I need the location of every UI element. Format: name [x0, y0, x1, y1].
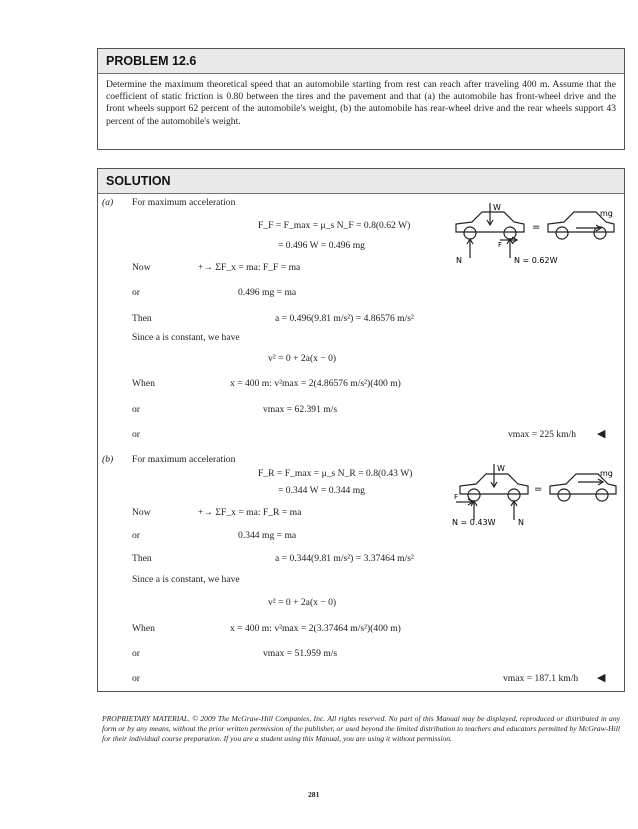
page-number: 281 — [308, 790, 320, 799]
front-wheel-b — [508, 489, 520, 501]
part-a-kinematics: v² = 0 + 2a(x − 0) — [268, 353, 337, 364]
part-b-when-label: When — [132, 623, 155, 634]
solution-title: SOLUTION — [106, 174, 171, 188]
part-a-answer: vmax = 225 km/h — [508, 429, 577, 440]
copyright-notice: PROPRIETARY MATERIAL. © 2009 The McGraw-Hill Companies, Inc. All rights reserved. No part of this Manual may be displayed, reproduced or distributed in any form or by any means, without the prior written permission of the publisher, or used beyond the limited distribution to teachers and educators permitted by McGraw-Hill for their individual course preparation. If you are a student using this Manual, you are using it without permission. — [102, 714, 620, 743]
part-a-since: Since a is constant, we have — [132, 332, 240, 343]
part-a-eq1: F_F = F_max = μ_s N_F = 0.8(0.62 W) — [258, 220, 411, 231]
part-b-since: Since a is constant, we have — [132, 574, 240, 585]
part-a-now-label: Now — [132, 262, 151, 273]
part-b-kinematics: v² = 0 + 2a(x − 0) — [268, 597, 337, 608]
rear-wheel-a — [464, 227, 476, 239]
fbd-a-nr-label: N — [456, 256, 462, 265]
part-a-label: (a) — [102, 197, 114, 208]
problem-header-bar — [98, 49, 624, 74]
fbd-b-nr-label: N = 0.43W — [452, 518, 496, 527]
part-a-then-label: Then — [132, 313, 152, 324]
part-a-when-eq: x = 400 m: v²max = 2(4.86576 m/s²)(400 m) — [230, 378, 401, 389]
problem-box — [97, 48, 625, 150]
part-a-or2-eq: vmax = 62.391 m/s — [263, 404, 338, 415]
fbd-b-equals: = — [534, 484, 543, 495]
fbd-a-nf-label: N = 0.62W — [514, 256, 558, 265]
part-b-then-eq: a = 0.344(9.81 m/s²) = 3.37464 m/s² — [275, 553, 414, 564]
part-b-answer: vmax = 187.1 km/h — [503, 673, 579, 684]
part-b-or1-eq: 0.344 mg = ma — [238, 530, 297, 541]
answer-marker-icon: ◀ — [597, 427, 606, 440]
part-a-then-eq: a = 0.496(9.81 m/s²) = 4.86576 m/s² — [275, 313, 414, 324]
part-b-or2: or — [132, 648, 140, 659]
fbd-b-w-label: W — [497, 464, 505, 473]
fbd-a-mg-label: mg — [600, 209, 613, 218]
free-body-diagram-a — [448, 200, 618, 266]
fbd-b-f-label: F — [454, 493, 459, 501]
fbd-a-f-label: F — [498, 241, 503, 249]
part-a-intro: For maximum acceleration — [132, 197, 236, 208]
free-body-diagram-b — [452, 462, 618, 528]
part-b-label: (b) — [102, 454, 114, 465]
part-a-eq2: = 0.496 W = 0.496 mg — [278, 240, 365, 251]
part-b-now-label: Now — [132, 507, 151, 518]
part-b-then-label: Then — [132, 553, 152, 564]
part-b-or3: or — [132, 673, 140, 684]
problem-title: PROBLEM 12.6 — [106, 54, 197, 68]
part-a-or1: or — [132, 287, 140, 298]
problem-statement: Determine the maximum theoretical speed that an automobile starting from rest can reach after traveling 400 m. Assume that the coefficient of static friction is 0.80 between the tires and the pavement and that (a) the automobile has front-wheel drive and the front wheels support 62 percent of the automobile's weight, (b) the automobile has rear-wheel drive and the rear wheels support 43 percent of the automobile's weight. — [106, 79, 616, 127]
part-b-intro: For maximum acceleration — [132, 454, 236, 465]
solution-header-bar — [98, 169, 624, 194]
part-b-or1: or — [132, 530, 140, 541]
fbd-a-equals: = — [532, 222, 541, 233]
part-b-now-eq: +→ ΣF_x = ma: F_R = ma — [198, 507, 302, 518]
answer-marker-icon: ◀ — [597, 671, 606, 684]
fbd-b-nf-label: N — [518, 518, 524, 527]
fbd-a-w-label: W — [493, 203, 501, 212]
front-wheel-a — [504, 227, 516, 239]
part-b-eq1: F_R = F_max = μ_s N_R = 0.8(0.43 W) — [258, 468, 413, 479]
part-b-or2-eq: vmax = 51.959 m/s — [263, 648, 338, 659]
fbd-b-mg-label: mg — [600, 469, 613, 478]
rear-wheel-b — [468, 489, 480, 501]
part-a-when-label: When — [132, 378, 155, 389]
part-a-now-eq: +→ ΣF_x = ma: F_F = ma — [198, 262, 301, 273]
part-a-or3: or — [132, 429, 140, 440]
part-a-or2: or — [132, 404, 140, 415]
part-a-or1-eq: 0.496 mg = ma — [238, 287, 297, 298]
part-b-when-eq: x = 400 m: v²max = 2(3.37464 m/s²)(400 m) — [230, 623, 401, 634]
part-b-eq2: = 0.344 W = 0.344 mg — [278, 485, 365, 496]
